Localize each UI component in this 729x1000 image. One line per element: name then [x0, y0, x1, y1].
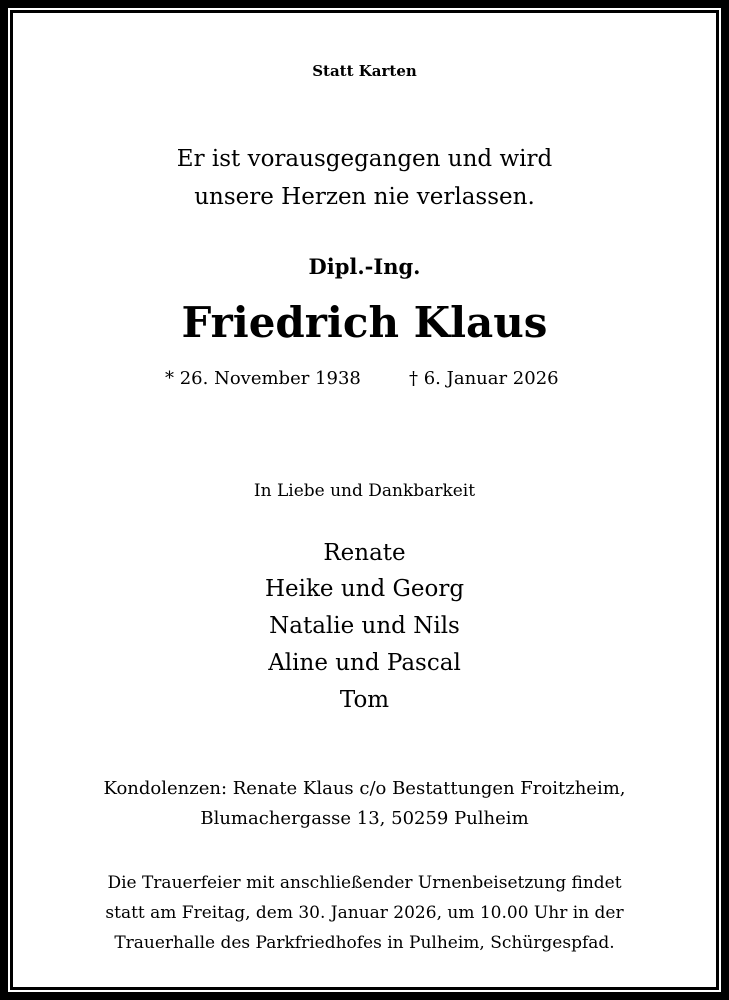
motto-line: Er ist vorausgegangen und wird: [176, 146, 553, 172]
mourner: Natalie und Nils: [269, 613, 460, 639]
ceremony-line: Die Trauerfeier mit anschließender Urnenbeisetzung findet: [107, 873, 622, 893]
birth-date: * 26. November 1938: [165, 368, 361, 389]
intro: In Liebe und Dankbarkeit: [253, 481, 476, 501]
academic-title: Dipl.-Ing.: [308, 254, 421, 279]
deceased-name: Friedrich Klaus: [181, 298, 548, 347]
death-date: † 6. Januar 2026: [409, 368, 559, 389]
header: Statt Karten: [312, 62, 417, 80]
motto-line: unsere Herzen nie verlassen.: [194, 184, 535, 210]
mourner: Aline und Pascal: [268, 650, 461, 676]
condolences-line: Blumachergasse 13, 50259 Pulheim: [200, 808, 529, 829]
mourner: Tom: [339, 687, 390, 713]
ceremony-line: statt am Freitag, dem 30. Januar 2026, um 10.00 Uhr in der: [105, 903, 624, 923]
mourner: Heike und Georg: [264, 576, 465, 602]
mourner: Renate: [323, 540, 406, 566]
condolences-line: Kondolenzen: Renate Klaus c/o Bestattungen Froitzheim,: [103, 778, 626, 799]
ceremony-line: Trauerhalle des Parkfriedhofes in Pulheim, Schürgespfad.: [114, 933, 615, 953]
